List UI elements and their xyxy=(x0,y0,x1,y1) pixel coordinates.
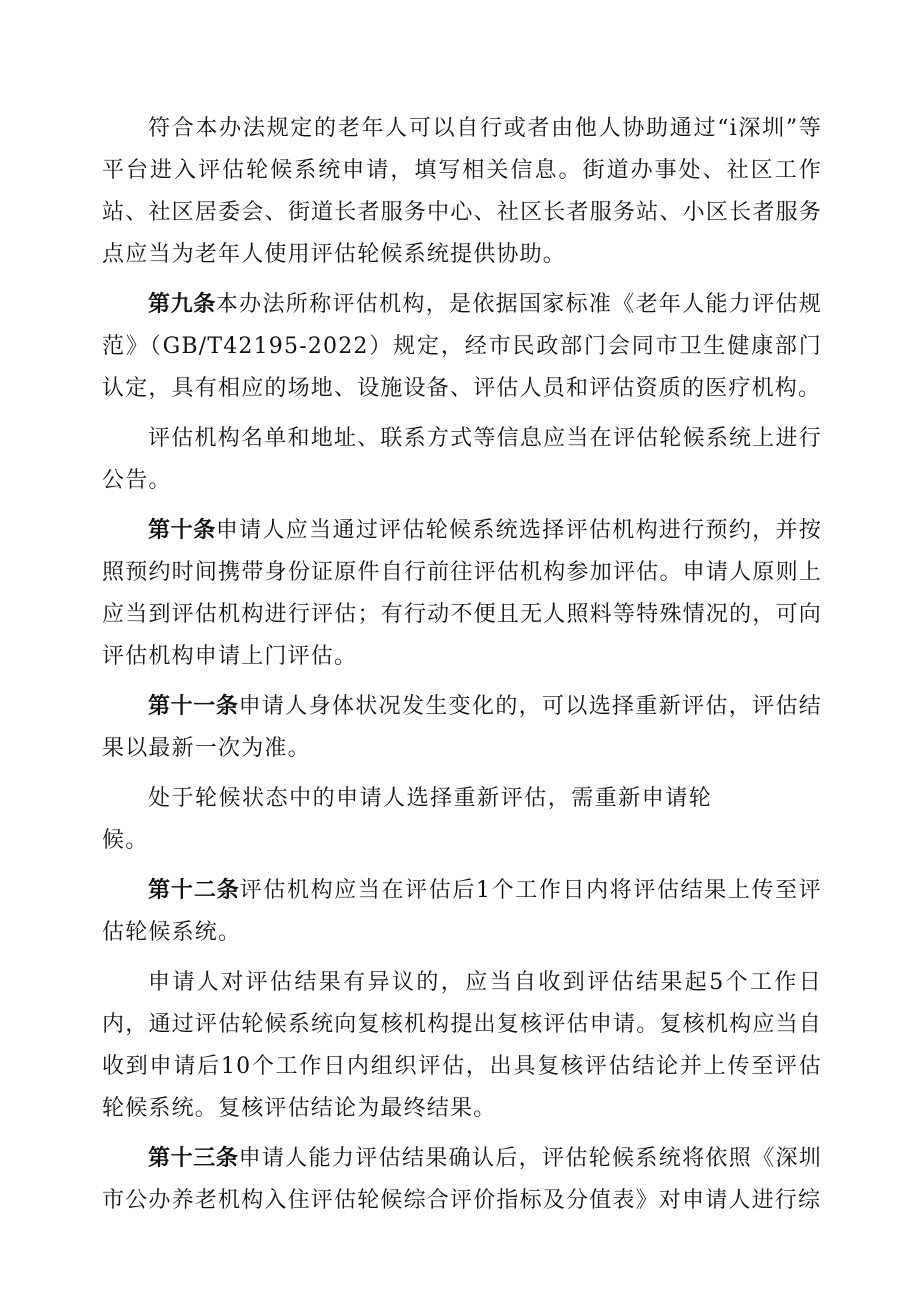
paragraph-article-13 xyxy=(102,1138,822,1222)
paragraph-text: 处于轮候状态中的申请人选择重新评估，需重新申请轮候。 xyxy=(102,786,712,853)
article-heading: 第十条 xyxy=(148,518,216,543)
paragraph-application-assistance xyxy=(102,108,822,276)
paragraph-article-12 xyxy=(102,870,822,954)
paragraph-review-objection xyxy=(102,962,822,1130)
paragraph-article-11 xyxy=(102,686,822,770)
article-heading: 第九条 xyxy=(148,292,216,317)
paragraph-text: 本办法所称评估机构，是依据国家标准《老年人能力评估规范》（GB/T42195-2022）规定，经市民政部门会同市卫生健康部门认定，具有相应的场地、设施设备、评估人员和评估资质的医疗机构。 xyxy=(102,292,822,401)
paragraph-text: 申请人应当通过评估轮候系统选择评估机构进行预约，并按照预约时间携带身份证原件自行前往评估机构参加评估。申请人原则上应当到评估机构进行评估；有行动不便且无人照料等特殊情况的，可向评估机构申请上门评估。 xyxy=(102,518,822,669)
article-heading: 第十二条 xyxy=(148,878,240,903)
paragraph-text: 评估机构应当在评估后1个工作日内将评估结果上传至评估轮候系统。 xyxy=(102,878,822,945)
document-page xyxy=(102,108,822,1230)
paragraph-text: 申请人能力评估结果确认后，评估轮候系统将依照《深圳市公办养老机构入住评估轮候综合评价指标及分值表》对申请人进行综 xyxy=(102,1146,822,1213)
paragraph-text: 申请人对评估结果有异议的，应当自收到评估结果起5个工作日内，通过评估轮候系统向复核机构提出复核评估申请。复核机构应当自收到申请后10个工作日内组织评估，出具复核评估结论并上传至评估轮候系统。复核评估结论为最终结果。 xyxy=(102,970,822,1121)
paragraph-text: 申请人身体状况发生变化的，可以选择重新评估，评估结果以最新一次为准。 xyxy=(102,694,822,761)
paragraph-text: 评估机构名单和地址、联系方式等信息应当在评估轮候系统上进行公告。 xyxy=(102,426,822,493)
paragraph-institution-notice xyxy=(102,418,822,502)
paragraph-article-10 xyxy=(102,510,822,678)
paragraph-text: 符合本办法规定的老年人可以自行或者由他人协助通过“i深圳”等平台进入评估轮候系统申请，填写相关信息。街道办事处、社区工作站、社区居委会、街道长者服务中心、社区长者服务站、小区长者服务点应当为老年人使用评估轮候系统提供协助。 xyxy=(102,116,822,267)
paragraph-reassessment-waiting xyxy=(102,778,712,862)
paragraph-article-9 xyxy=(102,284,822,410)
article-heading: 第十三条 xyxy=(148,1146,239,1171)
article-heading: 第十一条 xyxy=(148,694,239,719)
